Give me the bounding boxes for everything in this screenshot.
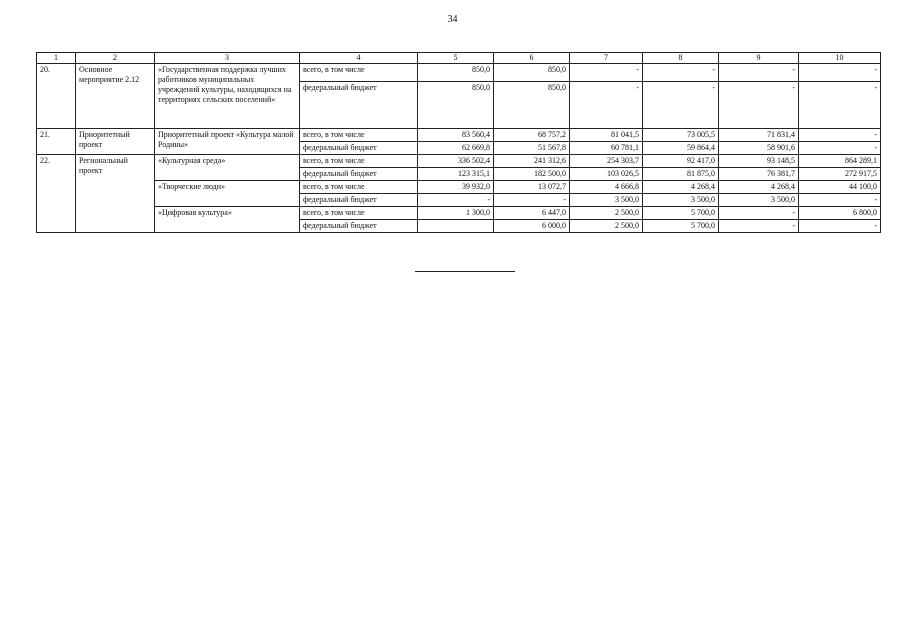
value-cell: 60 781,1 (570, 142, 643, 155)
column-header: 6 (494, 53, 570, 64)
table-row (37, 129, 881, 142)
value-cell: 76 381,7 (719, 168, 799, 181)
value-cell: - (799, 82, 881, 129)
value-cell: 5 700,0 (643, 207, 719, 220)
page-number: 34 (447, 14, 458, 25)
value-cell: 58 901,6 (719, 142, 799, 155)
funding-source: всего, в том числе (300, 207, 418, 220)
value-cell: - (494, 194, 570, 207)
value-cell: 864 289,1 (799, 155, 881, 168)
project-name: «Творческие люди» (155, 181, 300, 207)
value-cell: 71 831,4 (719, 129, 799, 142)
value-cell: - (570, 82, 643, 129)
funding-source: всего, в том числе (300, 181, 418, 194)
value-cell: 850,0 (494, 82, 570, 129)
funding-source: федеральный бюджет (300, 82, 418, 129)
table-row (37, 207, 881, 220)
funding-source: всего, в том числе (300, 155, 418, 168)
column-header: 9 (719, 53, 799, 64)
value-cell: - (799, 142, 881, 155)
value-cell: 62 669,8 (418, 142, 494, 155)
value-cell: - (570, 64, 643, 82)
value-cell: 2 500,0 (570, 207, 643, 220)
column-header: 7 (570, 53, 643, 64)
value-cell: 6 447,0 (494, 207, 570, 220)
value-cell: 850,0 (418, 64, 494, 82)
row-number: 21. (37, 129, 76, 155)
funding-source: федеральный бюджет (300, 168, 418, 181)
table-row (37, 181, 881, 194)
header-row (37, 53, 881, 64)
table-row (37, 64, 881, 82)
value-cell: - (799, 194, 881, 207)
funding-source: всего, в том числе (300, 64, 418, 82)
value-cell: - (799, 64, 881, 82)
value-cell: 6 000,0 (494, 220, 570, 233)
value-cell: 241 312,6 (494, 155, 570, 168)
value-cell: 83 560,4 (418, 129, 494, 142)
project-name: «Культурная среда» (155, 155, 300, 181)
column-header: 1 (37, 53, 76, 64)
value-cell: 123 315,1 (418, 168, 494, 181)
value-cell: - (643, 64, 719, 82)
value-cell: 182 500,0 (494, 168, 570, 181)
value-cell: 51 567,8 (494, 142, 570, 155)
value-cell: - (719, 64, 799, 82)
table-row (37, 155, 881, 168)
value-cell: 850,0 (418, 82, 494, 129)
value-cell: - (719, 220, 799, 233)
project-name: «Цифровая культура» (155, 207, 300, 233)
value-cell: 81 875,0 (643, 168, 719, 181)
funding-source: федеральный бюджет (300, 142, 418, 155)
column-header: 5 (418, 53, 494, 64)
value-cell: - (719, 82, 799, 129)
value-cell: 13 072,7 (494, 181, 570, 194)
event-type: Основное мероприятие 2.12 (76, 64, 155, 129)
event-type: Приоритетный проект (76, 129, 155, 155)
project-name: «Государственная поддержка лучших работников муниципальных учреждений культуры, находящихся на территориях сельских поселений» (155, 64, 300, 129)
value-cell: 3 500,0 (570, 194, 643, 207)
funding-source: всего, в том числе (300, 129, 418, 142)
value-cell: 39 932,0 (418, 181, 494, 194)
value-cell: 2 500,0 (570, 220, 643, 233)
value-cell: 73 005,5 (643, 129, 719, 142)
footer-divider (415, 271, 515, 272)
value-cell: - (719, 207, 799, 220)
value-cell: 3 500,0 (643, 194, 719, 207)
column-header: 8 (643, 53, 719, 64)
value-cell: 93 148,5 (719, 155, 799, 168)
value-cell: 6 800,0 (799, 207, 881, 220)
value-cell (418, 220, 494, 233)
value-cell: - (799, 129, 881, 142)
row-number: 22. (37, 155, 76, 233)
value-cell: 5 700,0 (643, 220, 719, 233)
value-cell: 3 500,0 (719, 194, 799, 207)
column-header: 4 (300, 53, 418, 64)
project-name: Приоритетный проект «Культура малой Родины» (155, 129, 300, 155)
value-cell: - (643, 82, 719, 129)
value-cell: 254 303,7 (570, 155, 643, 168)
row-number: 20. (37, 64, 76, 129)
value-cell: 4 268,4 (643, 181, 719, 194)
value-cell: 4 268,4 (719, 181, 799, 194)
event-type: Региональный проект (76, 155, 155, 233)
value-cell: 81 041,5 (570, 129, 643, 142)
value-cell: 59 864,4 (643, 142, 719, 155)
value-cell: - (418, 194, 494, 207)
budget-table (36, 52, 881, 233)
funding-source: федеральный бюджет (300, 194, 418, 207)
value-cell: 1 300,0 (418, 207, 494, 220)
value-cell: 44 100,0 (799, 181, 881, 194)
value-cell: 92 417,0 (643, 155, 719, 168)
value-cell: 103 026,5 (570, 168, 643, 181)
value-cell: 4 666,8 (570, 181, 643, 194)
column-header: 3 (155, 53, 300, 64)
funding-source: федеральный бюджет (300, 220, 418, 233)
value-cell: - (799, 220, 881, 233)
value-cell: 68 757,2 (494, 129, 570, 142)
value-cell: 272 917,5 (799, 168, 881, 181)
value-cell: 336 502,4 (418, 155, 494, 168)
column-header: 2 (76, 53, 155, 64)
column-header: 10 (799, 53, 881, 64)
value-cell: 850,0 (494, 64, 570, 82)
